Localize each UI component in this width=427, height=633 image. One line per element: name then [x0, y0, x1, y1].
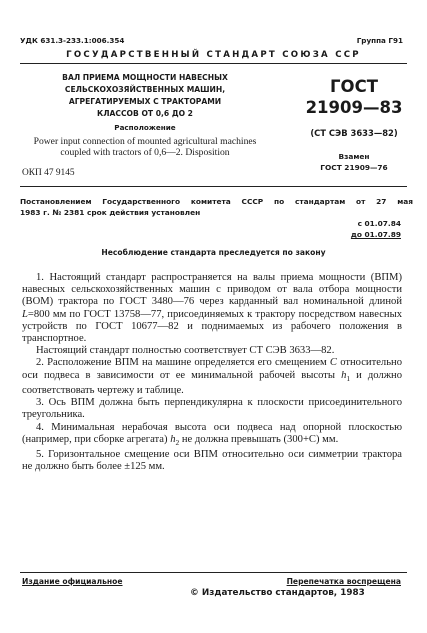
- udk-code: УДК 631.3-233.1:006.354: [20, 36, 125, 45]
- title-line: АГРЕГАТИРУЕМЫХ С ТРАКТОРАМИ: [68, 97, 222, 106]
- english-title-line: coupled with tractors of 0,6—2. Disposition: [60, 147, 230, 158]
- law-notice: Несоблюдение стандарта преследуется по закону: [101, 248, 326, 257]
- title-line: СЕЛЬСКОХОЗЯЙСТВЕННЫХ МАШИН,: [64, 85, 226, 94]
- effective-from: с 01.07.84: [357, 219, 401, 228]
- document-title: [20, 72, 270, 120]
- section-rule: [20, 186, 407, 187]
- gost-label: ГОСТ: [330, 77, 378, 96]
- document-subtitle: Расположение: [114, 123, 176, 132]
- copyright: © Издательство стандартов, 1983: [190, 588, 365, 598]
- body-paragraph: 2. Расположение ВПМ на машине определяется его смещением C относительно оси подвеса в зависимости от ее минимальной рабочей высоты $h_1$ и должно соответствовать чертежу и таблице.: [22, 357, 403, 396]
- footer-rule: [20, 572, 407, 573]
- official-edition: Издание официальное: [22, 577, 123, 586]
- gost-number: 21909—83: [305, 98, 403, 117]
- title-line: КЛАССОВ ОТ 0,6 ДО 2: [97, 109, 193, 118]
- st-sev-reference: (СТ СЭВ 3633—82): [310, 128, 398, 138]
- body-paragraph: 1. Настоящий стандарт распространяется на валы приема мощности (ВПМ) навесных сельскохозяйственных машин с приводом от вала отбора мощности (ВОМ) трактора по ГОСТ 3480—76 через карданный вал номинальной длиной L=800 мм по ГОСТ 13758—77, присоединяемых к трактору посредством навесных устройств по ГОСТ 10677—82 и поднимаемых из рабочего положения в транспортное.: [22, 272, 402, 345]
- decree-line: 1983 г. № 2381 срок действия установлен: [20, 208, 201, 217]
- effective-to: до 01.07.89: [350, 230, 401, 239]
- replaced-label: Взамен: [338, 152, 370, 161]
- standard-body: [22, 272, 402, 473]
- decree-line: Постановлением Государственного комитета СССР по стандартам от 27 мая: [20, 197, 413, 206]
- standard-banner: ГОСУДАРСТВЕННЫЙ СТАНДАРТ СОЮЗА ССР: [66, 50, 361, 60]
- header-rule: [20, 63, 407, 64]
- body-paragraph: 3. Ось ВПМ должна быть перпендикулярна к плоскости присоединительного треугольника.: [22, 397, 402, 421]
- reprint-notice: Перепечатка воспрещена: [286, 577, 401, 586]
- body-paragraph: 5. Горизонтальное смещение оси ВПМ относительно оси симметрии трактора не должно быть более ±125 мм.: [22, 449, 402, 473]
- replaced-standard: ГОСТ 21909—76: [320, 163, 388, 172]
- body-paragraph: 4. Минимальная нерабочая высота оси подвеса над опорной плоскостью (например, при сборке агрегата) $h_2$ не должна превышать (300+C) мм.: [22, 421, 402, 447]
- english-title-line: Power input connection of mounted agricultural machines: [33, 136, 257, 147]
- title-line: ВАЛ ПРИЕМА МОЩНОСТИ НАВЕСНЫХ: [62, 73, 228, 82]
- body-paragraph: Настоящий стандарт полностью соответствует СТ СЭВ 3633—82.: [36, 345, 335, 357]
- group-code: Группа Г91: [356, 36, 403, 45]
- english-title: [20, 136, 270, 158]
- okp-code: ОКП 47 9145: [22, 168, 75, 178]
